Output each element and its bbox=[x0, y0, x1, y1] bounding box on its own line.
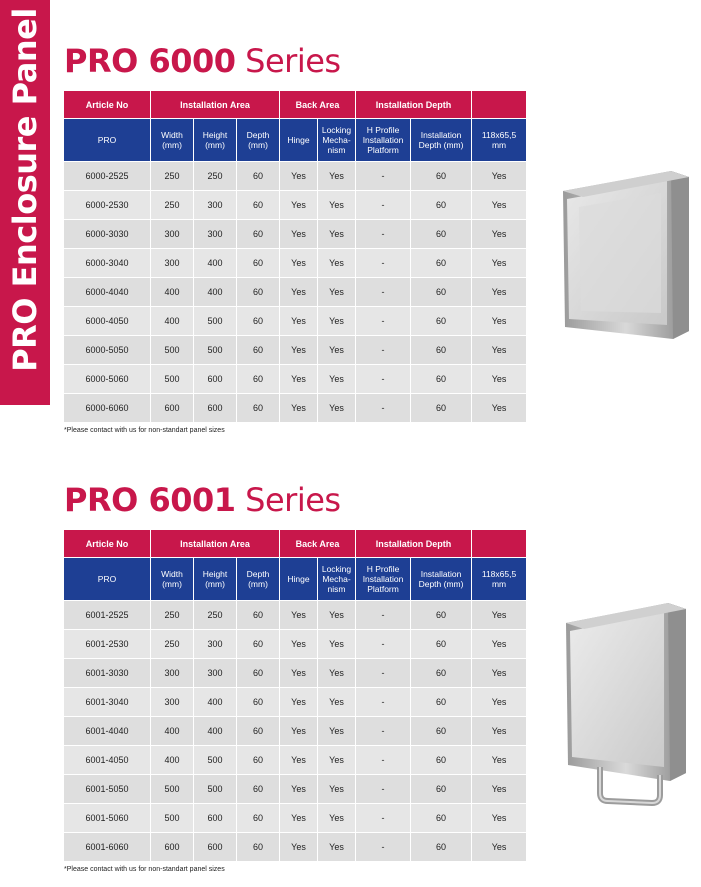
table-cell: - bbox=[356, 717, 411, 746]
table-cell: 6001-5060 bbox=[64, 804, 151, 833]
col-width: Width (mm) bbox=[151, 119, 194, 162]
series-title-6001 bbox=[64, 481, 341, 519]
table-cell: 60 bbox=[237, 249, 280, 278]
series-title-6000 bbox=[64, 42, 341, 80]
table-cell: 400 bbox=[194, 717, 237, 746]
table-cell: Yes bbox=[472, 601, 527, 630]
table-cell: 400 bbox=[151, 746, 194, 775]
table-cell: 60 bbox=[411, 804, 472, 833]
col-height: Height (mm) bbox=[194, 119, 237, 162]
table-cell: Yes bbox=[280, 307, 318, 336]
table-cell: 400 bbox=[151, 307, 194, 336]
table-cell: 60 bbox=[237, 717, 280, 746]
table-row bbox=[64, 746, 527, 775]
table-cell: 400 bbox=[194, 278, 237, 307]
col-locking: Locking Mecha- nism bbox=[318, 558, 356, 601]
table-cell: 60 bbox=[237, 833, 280, 862]
table-cell: Yes bbox=[472, 746, 527, 775]
table-cell: - bbox=[356, 659, 411, 688]
table-cell: 60 bbox=[411, 336, 472, 365]
table-cell: 500 bbox=[194, 746, 237, 775]
table-cell: 60 bbox=[411, 746, 472, 775]
table-cell: - bbox=[356, 630, 411, 659]
table-cell: Yes bbox=[318, 278, 356, 307]
header-article-no: Article No bbox=[64, 530, 151, 558]
table-cell: 6000-3040 bbox=[64, 249, 151, 278]
table-cell: Yes bbox=[280, 775, 318, 804]
table-row bbox=[64, 278, 527, 307]
table-cell: 6001-4040 bbox=[64, 717, 151, 746]
table-cell: 6000-6060 bbox=[64, 394, 151, 423]
table-cell: - bbox=[356, 365, 411, 394]
table-cell: Yes bbox=[318, 688, 356, 717]
table-cell: 60 bbox=[411, 278, 472, 307]
series-title-light: Series bbox=[245, 481, 341, 519]
table-cell: 600 bbox=[194, 833, 237, 862]
table-cell: 600 bbox=[194, 365, 237, 394]
table-row bbox=[64, 249, 527, 278]
table-cell: 6001-3030 bbox=[64, 659, 151, 688]
table-cell: 250 bbox=[151, 601, 194, 630]
series-title-bold: PRO 6000 bbox=[64, 42, 236, 80]
table-cell: Yes bbox=[318, 365, 356, 394]
col-depth: Depth (mm) bbox=[237, 558, 280, 601]
table-cell: 60 bbox=[411, 833, 472, 862]
table-cell: Yes bbox=[280, 804, 318, 833]
table-cell: - bbox=[356, 307, 411, 336]
table-cell: 60 bbox=[411, 220, 472, 249]
table-cell: 60 bbox=[237, 336, 280, 365]
col-dimension: 118x65,5 mm bbox=[472, 558, 527, 601]
table-cell: - bbox=[356, 394, 411, 423]
table-cell: 6000-5050 bbox=[64, 336, 151, 365]
enclosure-box-with-handle-icon bbox=[560, 597, 698, 807]
header-empty bbox=[472, 91, 527, 119]
table-cell: Yes bbox=[472, 659, 527, 688]
col-installation-depth: Installation Depth (mm) bbox=[411, 558, 472, 601]
series-title-bold: PRO 6001 bbox=[64, 481, 236, 519]
table-row bbox=[64, 833, 527, 862]
table-cell: Yes bbox=[318, 804, 356, 833]
table-cell: 60 bbox=[411, 775, 472, 804]
table-cell: 400 bbox=[151, 278, 194, 307]
table-row bbox=[64, 717, 527, 746]
table-cell: - bbox=[356, 162, 411, 191]
table-cell: Yes bbox=[472, 630, 527, 659]
table-cell: Yes bbox=[280, 601, 318, 630]
table-cell: 500 bbox=[151, 336, 194, 365]
table-cell: Yes bbox=[280, 717, 318, 746]
header-installation-depth: Installation Depth bbox=[356, 530, 472, 558]
table-cell: 6000-2530 bbox=[64, 191, 151, 220]
table-cell: Yes bbox=[318, 162, 356, 191]
table-cell: Yes bbox=[280, 688, 318, 717]
table-row bbox=[64, 365, 527, 394]
table-cell: 60 bbox=[411, 601, 472, 630]
table-cell: 300 bbox=[194, 220, 237, 249]
table-cell: 60 bbox=[237, 804, 280, 833]
enclosure-box-icon bbox=[553, 163, 699, 343]
table-cell: 6001-6060 bbox=[64, 833, 151, 862]
header-empty bbox=[472, 530, 527, 558]
table-cell: Yes bbox=[472, 688, 527, 717]
table-cell: 60 bbox=[237, 630, 280, 659]
table-cell: 500 bbox=[194, 775, 237, 804]
table-cell: Yes bbox=[318, 775, 356, 804]
table-cell: 250 bbox=[194, 162, 237, 191]
table-cell: 500 bbox=[151, 775, 194, 804]
side-banner-label: PRO Enclosure Panel bbox=[6, 8, 44, 372]
table-cell: Yes bbox=[318, 601, 356, 630]
table-row bbox=[64, 630, 527, 659]
table-cell: Yes bbox=[318, 833, 356, 862]
table-cell: Yes bbox=[280, 162, 318, 191]
table-cell: 60 bbox=[237, 307, 280, 336]
header-installation-depth: Installation Depth bbox=[356, 91, 472, 119]
table-cell: - bbox=[356, 804, 411, 833]
table-cell: 6001-2530 bbox=[64, 630, 151, 659]
table-cell: - bbox=[356, 688, 411, 717]
spec-table-6000 bbox=[64, 91, 527, 423]
table-cell: - bbox=[356, 278, 411, 307]
table-cell: 60 bbox=[411, 162, 472, 191]
table-cell: 6000-5060 bbox=[64, 365, 151, 394]
col-height: Height (mm) bbox=[194, 558, 237, 601]
table-cell: 60 bbox=[237, 659, 280, 688]
col-pro: PRO bbox=[64, 119, 151, 162]
table-cell: 300 bbox=[194, 191, 237, 220]
table-cell: Yes bbox=[472, 336, 527, 365]
table-cell: Yes bbox=[280, 659, 318, 688]
table-cell: Yes bbox=[318, 630, 356, 659]
col-h-profile: H Profile Installation Platform bbox=[356, 558, 411, 601]
table-cell: 500 bbox=[194, 336, 237, 365]
col-width: Width (mm) bbox=[151, 558, 194, 601]
table-cell: 500 bbox=[194, 307, 237, 336]
table-cell: Yes bbox=[318, 336, 356, 365]
table-cell: - bbox=[356, 746, 411, 775]
table-cell: Yes bbox=[280, 336, 318, 365]
table-cell: Yes bbox=[472, 804, 527, 833]
table-cell: 6001-2525 bbox=[64, 601, 151, 630]
table-row bbox=[64, 775, 527, 804]
table-cell: 60 bbox=[411, 630, 472, 659]
series-title-light: Series bbox=[245, 42, 341, 80]
table-cell: 600 bbox=[151, 833, 194, 862]
footnote: *Please contact with us for non-standart panel sizes bbox=[64, 427, 225, 434]
table-cell: 60 bbox=[411, 249, 472, 278]
table-row bbox=[64, 336, 527, 365]
table-cell: Yes bbox=[280, 833, 318, 862]
footnote: *Please contact with us for non-standart panel sizes bbox=[64, 866, 225, 873]
table-cell: Yes bbox=[472, 220, 527, 249]
table-cell: 60 bbox=[237, 394, 280, 423]
table-cell: 6000-4040 bbox=[64, 278, 151, 307]
table-cell: 6001-5050 bbox=[64, 775, 151, 804]
col-installation-depth: Installation Depth (mm) bbox=[411, 119, 472, 162]
table-cell: 250 bbox=[151, 630, 194, 659]
table-row bbox=[64, 220, 527, 249]
table-row bbox=[64, 601, 527, 630]
table-cell: 300 bbox=[151, 249, 194, 278]
header-installation-area: Installation Area bbox=[151, 91, 280, 119]
table-cell: Yes bbox=[472, 365, 527, 394]
table-cell: - bbox=[356, 833, 411, 862]
table-cell: Yes bbox=[472, 278, 527, 307]
table-cell: 300 bbox=[151, 220, 194, 249]
table-cell: Yes bbox=[472, 191, 527, 220]
table-cell: 60 bbox=[237, 191, 280, 220]
table-cell: 60 bbox=[237, 775, 280, 804]
table-cell: Yes bbox=[472, 717, 527, 746]
table-cell: 60 bbox=[237, 746, 280, 775]
table-cell: 250 bbox=[151, 191, 194, 220]
table-cell: 60 bbox=[237, 688, 280, 717]
table-cell: Yes bbox=[280, 630, 318, 659]
table-cell: Yes bbox=[280, 278, 318, 307]
table-cell: 60 bbox=[411, 394, 472, 423]
table-cell: Yes bbox=[280, 394, 318, 423]
col-hinge: Hinge bbox=[280, 558, 318, 601]
table-cell: Yes bbox=[318, 659, 356, 688]
table-cell: Yes bbox=[318, 394, 356, 423]
table-cell: 60 bbox=[237, 601, 280, 630]
table-cell: Yes bbox=[472, 775, 527, 804]
col-locking: Locking Mecha- nism bbox=[318, 119, 356, 162]
header-back-area: Back Area bbox=[280, 91, 356, 119]
table-cell: Yes bbox=[318, 249, 356, 278]
table-cell: 250 bbox=[151, 162, 194, 191]
table-cell: 60 bbox=[411, 659, 472, 688]
col-dimension: 118x65,5 mm bbox=[472, 119, 527, 162]
table-cell: 6000-2525 bbox=[64, 162, 151, 191]
table-cell: 600 bbox=[194, 804, 237, 833]
table-cell: Yes bbox=[472, 162, 527, 191]
table-cell: 60 bbox=[411, 191, 472, 220]
table-row bbox=[64, 659, 527, 688]
header-group-row bbox=[64, 530, 527, 558]
header-group-row bbox=[64, 91, 527, 119]
table-cell: 6001-3040 bbox=[64, 688, 151, 717]
table-cell: 600 bbox=[151, 394, 194, 423]
col-h-profile: H Profile Installation Platform bbox=[356, 119, 411, 162]
header-column-row bbox=[64, 119, 527, 162]
table-row bbox=[64, 804, 527, 833]
table-cell: Yes bbox=[280, 220, 318, 249]
table-row bbox=[64, 307, 527, 336]
table-cell: 6000-3030 bbox=[64, 220, 151, 249]
header-column-row bbox=[64, 558, 527, 601]
table-cell: Yes bbox=[472, 249, 527, 278]
table-cell: Yes bbox=[280, 365, 318, 394]
table-cell: Yes bbox=[472, 833, 527, 862]
header-installation-area: Installation Area bbox=[151, 530, 280, 558]
table-cell: 60 bbox=[237, 365, 280, 394]
table-cell: - bbox=[356, 336, 411, 365]
table-cell: Yes bbox=[318, 220, 356, 249]
table-cell: 400 bbox=[194, 249, 237, 278]
table-cell: 300 bbox=[194, 659, 237, 688]
table-cell: 60 bbox=[411, 688, 472, 717]
header-back-area: Back Area bbox=[280, 530, 356, 558]
table-cell: 60 bbox=[237, 220, 280, 249]
table-cell: 500 bbox=[151, 804, 194, 833]
table-cell: Yes bbox=[318, 746, 356, 775]
table-cell: 60 bbox=[237, 278, 280, 307]
table-cell: 300 bbox=[151, 688, 194, 717]
table-cell: Yes bbox=[318, 717, 356, 746]
table-cell: 6001-4050 bbox=[64, 746, 151, 775]
table-cell: 600 bbox=[194, 394, 237, 423]
col-depth: Depth (mm) bbox=[237, 119, 280, 162]
table-row bbox=[64, 162, 527, 191]
table-cell: 60 bbox=[411, 307, 472, 336]
table-cell: 500 bbox=[151, 365, 194, 394]
header-article-no: Article No bbox=[64, 91, 151, 119]
col-hinge: Hinge bbox=[280, 119, 318, 162]
table-cell: 400 bbox=[194, 688, 237, 717]
table-cell: 250 bbox=[194, 601, 237, 630]
table-row bbox=[64, 191, 527, 220]
table-cell: Yes bbox=[472, 307, 527, 336]
table-cell: 300 bbox=[194, 630, 237, 659]
table-row bbox=[64, 394, 527, 423]
table-cell: - bbox=[356, 220, 411, 249]
spec-table-6001 bbox=[64, 530, 527, 862]
table-cell: Yes bbox=[280, 191, 318, 220]
table-cell: Yes bbox=[318, 191, 356, 220]
table-cell: - bbox=[356, 601, 411, 630]
table-cell: 60 bbox=[411, 717, 472, 746]
side-banner bbox=[0, 0, 50, 405]
table-cell: Yes bbox=[472, 394, 527, 423]
table-cell: - bbox=[356, 191, 411, 220]
table-cell: Yes bbox=[280, 249, 318, 278]
table-cell: 400 bbox=[151, 717, 194, 746]
col-pro: PRO bbox=[64, 558, 151, 601]
table-cell: - bbox=[356, 249, 411, 278]
table-row bbox=[64, 688, 527, 717]
table-cell: - bbox=[356, 775, 411, 804]
table-cell: Yes bbox=[318, 307, 356, 336]
table-cell: 60 bbox=[237, 162, 280, 191]
table-cell: 60 bbox=[411, 365, 472, 394]
table-cell: 6000-4050 bbox=[64, 307, 151, 336]
table-cell: Yes bbox=[280, 746, 318, 775]
table-cell: 300 bbox=[151, 659, 194, 688]
